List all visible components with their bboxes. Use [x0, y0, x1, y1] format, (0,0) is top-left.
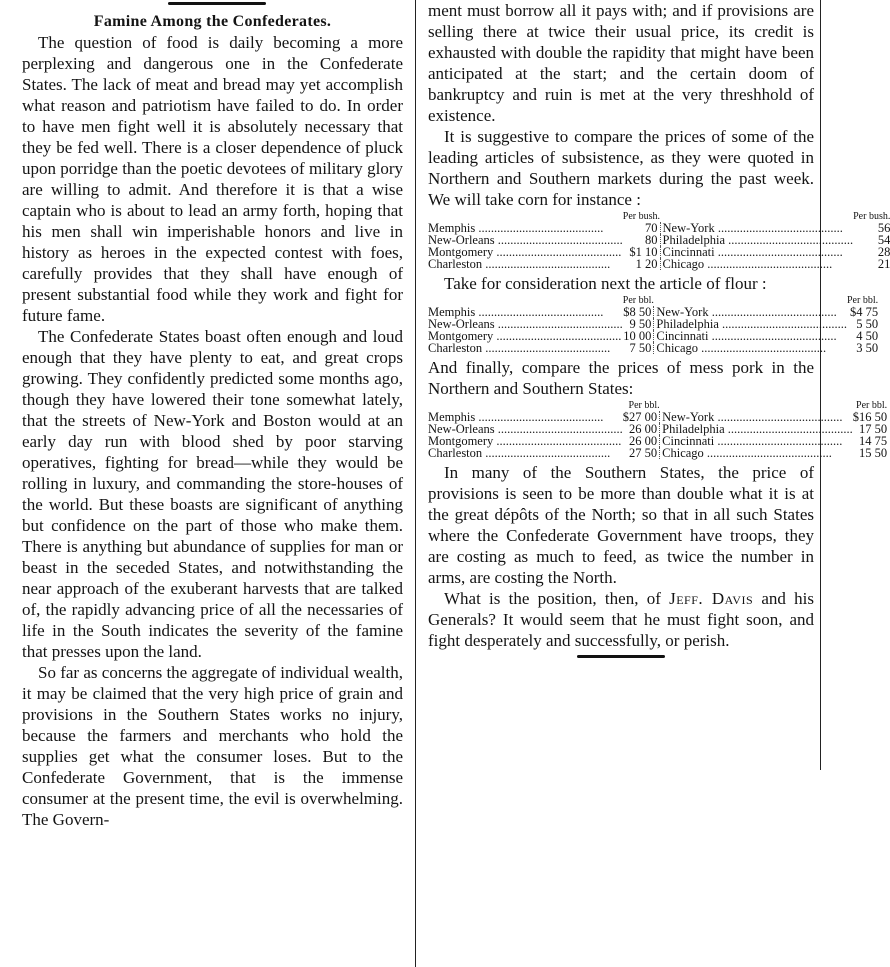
unit-right: Per bush.: [853, 211, 890, 222]
northern-price: 21: [877, 257, 890, 271]
right-column: [418, 0, 890, 770]
northern-price: $16 50: [852, 410, 888, 424]
unit-left: Per bbl.: [622, 295, 654, 306]
southern-city: Charleston ........................................: [428, 446, 611, 460]
northern-city: Philadelphia ........................................: [662, 422, 853, 436]
northern-price: 3 50: [856, 341, 879, 355]
northern-city: Cincinnati ........................................: [662, 434, 843, 448]
flour-price-table: [428, 296, 878, 354]
corn-price-table: [428, 212, 890, 270]
southern-price: $27 00: [623, 411, 660, 423]
southern-city: New-Orleans ........................................: [428, 317, 623, 331]
southern-city: Memphis ........................................: [428, 410, 604, 424]
northern-price: 54: [877, 233, 890, 247]
southern-city: Charleston ........................................: [428, 257, 611, 271]
southern-price: 26 00: [623, 435, 660, 447]
southern-city: Memphis ........................................: [428, 221, 604, 235]
unit-right: Per bbl.: [856, 400, 888, 411]
jeff-davis-name: Jeff. Davis: [669, 589, 754, 608]
southern-city: Charleston ........................................: [428, 341, 611, 355]
northern-city: Chicago ........................................: [656, 341, 827, 355]
table-row: [428, 342, 878, 354]
southern-city: Montgomery ........................................: [428, 245, 622, 259]
northern-price: 15 50: [859, 446, 888, 460]
southern-price: 1 20: [623, 258, 660, 270]
end-rule: [577, 655, 665, 658]
northern-price: $4 75: [849, 305, 879, 319]
table-row: [428, 447, 887, 459]
paragraph-flour-intro: Take for consideration next the article of flour :: [444, 274, 767, 293]
northern-city: Chicago ........................................: [662, 446, 832, 460]
southern-price: 70: [623, 222, 660, 234]
unit-left: Per bush.: [622, 211, 660, 222]
southern-city: New-Orleans ........................................: [428, 233, 623, 247]
southern-price: 10 00: [623, 330, 654, 342]
northern-price: 5 50: [856, 317, 879, 331]
southern-city: Montgomery ........................................: [428, 329, 622, 343]
left-column: [0, 0, 416, 967]
northern-city: Cincinnati ........................................: [656, 329, 837, 343]
northern-city: Chicago ........................................: [662, 257, 833, 271]
paragraph-final-question: [428, 588, 814, 651]
table-row: [428, 258, 890, 270]
northern-price: 56: [877, 221, 890, 235]
northern-city: Philadelphia ........................................: [662, 233, 854, 247]
headline: Famine Among the Confederates.: [93, 13, 332, 30]
northern-price: 4 50: [856, 329, 879, 343]
paragraph-government-credit: ment must borrow all it pays with; and if provisions are selling there at twice their usual price, its credit is exhausted with double the rapidity that might have been anticipated at the start; and the certain doom of bankruptcy and ruin is met at the very threshhold of existence.: [428, 1, 814, 125]
unit-left: Per bbl.: [628, 400, 660, 411]
southern-price: 80: [623, 234, 660, 246]
paragraph-aggregate-wealth: So far as concerns the aggregate of individual wealth, it may be claimed that the very high price of grain and provisions in the Southern States works no injury, because the farmers and merchants who hold the supplies get what the consumer loses. But to the Confederate Government, that is the immense consumer at the present time, the evil is overwhelming. The Govern-: [22, 663, 403, 829]
northern-city: Philadelphia ........................................: [656, 317, 847, 331]
paragraph-question-of-food: The question of food is daily becoming a more perplexing and dangerous one in the Confederate States. The lack of meat and bread may yet accomplish what reason and patriotism have failed to do. In order to have men fight well it is absolutely necessary that they be fed well. There is a closer dependence of pluck upon porridge than the poetic devotees of military glory are willing to admit. And therefore it is that a wise captain who is about to lead an army forth, hoping that his men shall win imperishable honors and live in history as heroes in the expected contest with foes, carefully provides that they shall have enough of present substantial food while they work and fight for future fame.: [22, 33, 403, 325]
pork-price-table: [428, 401, 887, 459]
final-text-after: and his Generals? It would seem that he must fight soon, and fight desperately and successfully, or perish.: [428, 589, 815, 650]
northern-city: Cincinnati ........................................: [662, 245, 843, 259]
headline-rule: [168, 2, 266, 5]
southern-price: 26 00: [623, 423, 660, 435]
unit-right: Per bbl.: [847, 295, 879, 306]
southern-price: $1 10: [623, 246, 660, 258]
paragraph-corn-intro: It is suggestive to compare the prices of some of the leading articles of subsistence, as they were quoted in Northern and Southern markets during the past week. We will take corn for instance :: [428, 127, 814, 209]
southern-city: New-Orleans ........................................: [428, 422, 623, 436]
southern-city: Montgomery ........................................: [428, 434, 622, 448]
southern-price: $8 50: [623, 306, 654, 318]
northern-price: 28: [877, 245, 890, 259]
southern-price: 9 50: [623, 318, 654, 330]
southern-city: Memphis ........................................: [428, 305, 604, 319]
southern-price: 27 50: [623, 447, 660, 459]
southern-price: 7 50: [623, 342, 654, 354]
paragraph-pork-intro: And finally, compare the prices of mess pork in the Northern and Southern States:: [428, 358, 814, 398]
northern-price: 14 75: [859, 434, 888, 448]
paragraph-conclusion: In many of the Southern States, the price of provisions is seen to be more than double what it is at the great dépôts of the North; so that in all such States where the Confederate Government have troops, they are costing as much to feed, as twice the number in arms, are costing the North.: [428, 463, 814, 587]
northern-city: New-York ........................................: [656, 305, 837, 319]
northern-city: New-York ........................................: [662, 221, 843, 235]
northern-city: New-York ........................................: [662, 410, 843, 424]
northern-price: 17 50: [859, 422, 888, 436]
paragraph-confederate-boast: The Confederate States boast often enough and loud enough that they have plenty to eat, and great crops growing. They confidently predicted some months ago, though they have lowered their tone somewhat lately, that the streets of New-York and Boston would at an early day run with blood shed by poor starving operatives, fighting for bread—while they would be rolling in luxury, and commanding the store-houses of the world. But these boasts are significant of anything but confidence on the part of those who make them. There is anything but abundance of supplies for man or beast in the seceded States, and notwithstanding the near approach of the exuberant harvests that are talked of, the rapidly advancing price of all the necessaries of life in the South indicates the severity of the famine that presses upon the land.: [22, 327, 403, 661]
final-text-before: What is the position, then, of: [444, 589, 670, 608]
